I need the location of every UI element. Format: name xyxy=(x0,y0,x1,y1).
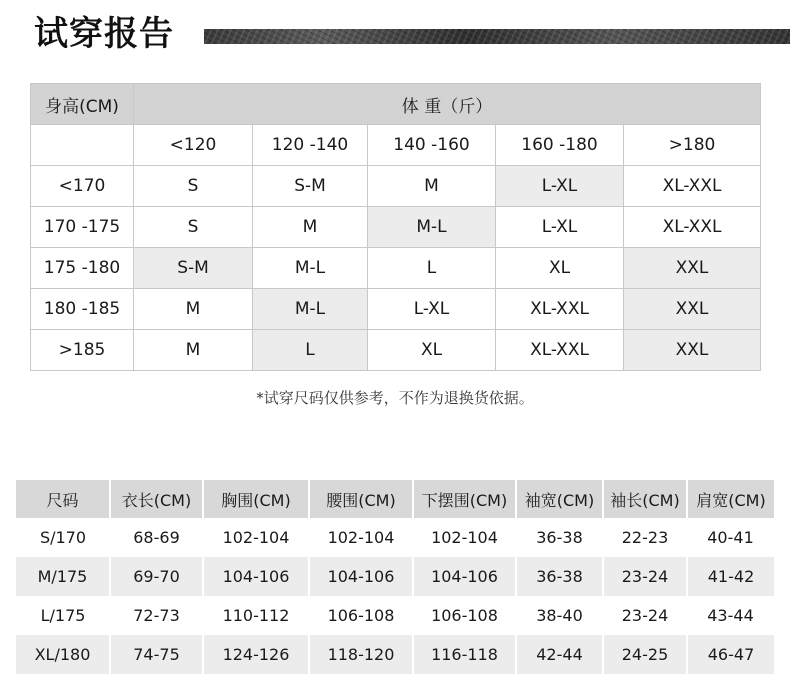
size-cell: M-L xyxy=(253,289,368,330)
measure-cell: 106-108 xyxy=(431,606,498,625)
column-header: 胸围(CM) xyxy=(203,480,309,518)
fit-row xyxy=(31,330,761,371)
measure-cell: 41-42 xyxy=(687,557,774,596)
height-cell: 175 -180 xyxy=(31,248,134,289)
size-cell: M xyxy=(368,166,496,207)
fit-row xyxy=(31,166,761,207)
size-label: M/175 xyxy=(16,557,110,596)
fit-row xyxy=(31,289,761,330)
size-measurement-table xyxy=(16,480,774,674)
measure-cell: 46-47 xyxy=(687,635,774,674)
size-cell: XL-XXL xyxy=(624,166,761,207)
empty-cell xyxy=(31,125,134,166)
size-header-row xyxy=(16,480,774,518)
column-header: 下摆围(CM) xyxy=(413,480,516,518)
size-cell: S-M xyxy=(253,166,368,207)
size-cell: M-L xyxy=(253,248,368,289)
column-header: 腰围(CM) xyxy=(309,480,413,518)
measure-cell: 69-70 xyxy=(110,557,203,596)
size-cell: S xyxy=(134,166,253,207)
page-title: 试穿报告 xyxy=(34,14,174,54)
decorative-banner xyxy=(204,29,790,44)
size-cell: XL-XXL xyxy=(624,207,761,248)
column-header: 袖长(CM) xyxy=(603,480,687,518)
column-header: 袖宽(CM) xyxy=(516,480,603,518)
fit-header-row xyxy=(31,84,761,125)
weight-col: 140 -160 xyxy=(368,125,496,166)
size-cell: XL xyxy=(368,330,496,371)
column-header: 肩宽(CM) xyxy=(687,480,774,518)
measure-cell: 23-24 xyxy=(621,606,669,625)
measure-cell: 23-24 xyxy=(603,557,687,596)
fit-report-table xyxy=(30,83,761,371)
height-cell: 180 -185 xyxy=(31,289,134,330)
size-cell: L xyxy=(253,330,368,371)
measure-cell: 102-104 xyxy=(327,528,395,547)
column-header: 衣长(CM) xyxy=(110,480,203,518)
measure-cell: 124-126 xyxy=(203,635,309,674)
measure-cell: 74-75 xyxy=(110,635,203,674)
size-cell: S xyxy=(134,207,253,248)
size-cell: XXL xyxy=(624,289,761,330)
size-label: L/175 xyxy=(40,606,86,625)
size-cell: S-M xyxy=(134,248,253,289)
measure-cell: 43-44 xyxy=(707,606,754,625)
weight-col: 160 -180 xyxy=(496,125,624,166)
measure-cell: 38-40 xyxy=(536,606,583,625)
measure-cell: 40-41 xyxy=(707,528,754,547)
height-cell: <170 xyxy=(31,166,134,207)
size-cell: XL-XXL xyxy=(496,289,624,330)
measure-cell: 36-38 xyxy=(516,557,603,596)
size-cell: M-L xyxy=(368,207,496,248)
measure-cell: 24-25 xyxy=(603,635,687,674)
size-cell: M xyxy=(253,207,368,248)
size-cell: XL xyxy=(496,248,624,289)
weight-col: <120 xyxy=(134,125,253,166)
table-row xyxy=(16,557,774,596)
table-row xyxy=(16,518,774,557)
size-cell: XXL xyxy=(624,330,761,371)
measure-cell: 110-112 xyxy=(222,606,290,625)
fit-row xyxy=(31,248,761,289)
size-cell: M xyxy=(134,330,253,371)
height-cell: 170 -175 xyxy=(31,207,134,248)
weight-header: 体 重（斤） xyxy=(134,84,761,125)
measure-cell: 102-104 xyxy=(222,528,290,547)
height-cell: >185 xyxy=(31,330,134,371)
table-row xyxy=(16,635,774,674)
size-cell: L-XL xyxy=(496,166,624,207)
measure-cell: 68-69 xyxy=(133,528,180,547)
measure-cell: 118-120 xyxy=(309,635,413,674)
size-cell: XL-XXL xyxy=(496,330,624,371)
measure-cell: 22-23 xyxy=(621,528,669,547)
weight-col: 120 -140 xyxy=(253,125,368,166)
size-cell: L xyxy=(368,248,496,289)
measure-cell: 104-106 xyxy=(203,557,309,596)
size-cell: L-XL xyxy=(496,207,624,248)
measure-cell: 106-108 xyxy=(327,606,395,625)
table-row xyxy=(16,596,774,635)
measure-cell: 104-106 xyxy=(309,557,413,596)
fit-row xyxy=(31,207,761,248)
size-cell: M xyxy=(134,289,253,330)
size-label: S/170 xyxy=(39,528,87,547)
weight-col: >180 xyxy=(624,125,761,166)
measure-cell: 72-73 xyxy=(133,606,180,625)
measure-cell: 104-106 xyxy=(413,557,516,596)
size-cell: L-XL xyxy=(368,289,496,330)
measure-cell: 102-104 xyxy=(431,528,498,547)
height-header: 身高(CM) xyxy=(31,84,134,125)
disclaimer-note: *试穿尺码仅供参考，不作为退换货依据。 xyxy=(256,389,534,407)
column-header: 尺码 xyxy=(16,480,110,518)
measure-cell: 116-118 xyxy=(413,635,516,674)
size-cell: XXL xyxy=(624,248,761,289)
size-label: XL/180 xyxy=(16,635,110,674)
measure-cell: 42-44 xyxy=(516,635,603,674)
measure-cell: 36-38 xyxy=(536,528,583,547)
weight-range-row xyxy=(31,125,761,166)
